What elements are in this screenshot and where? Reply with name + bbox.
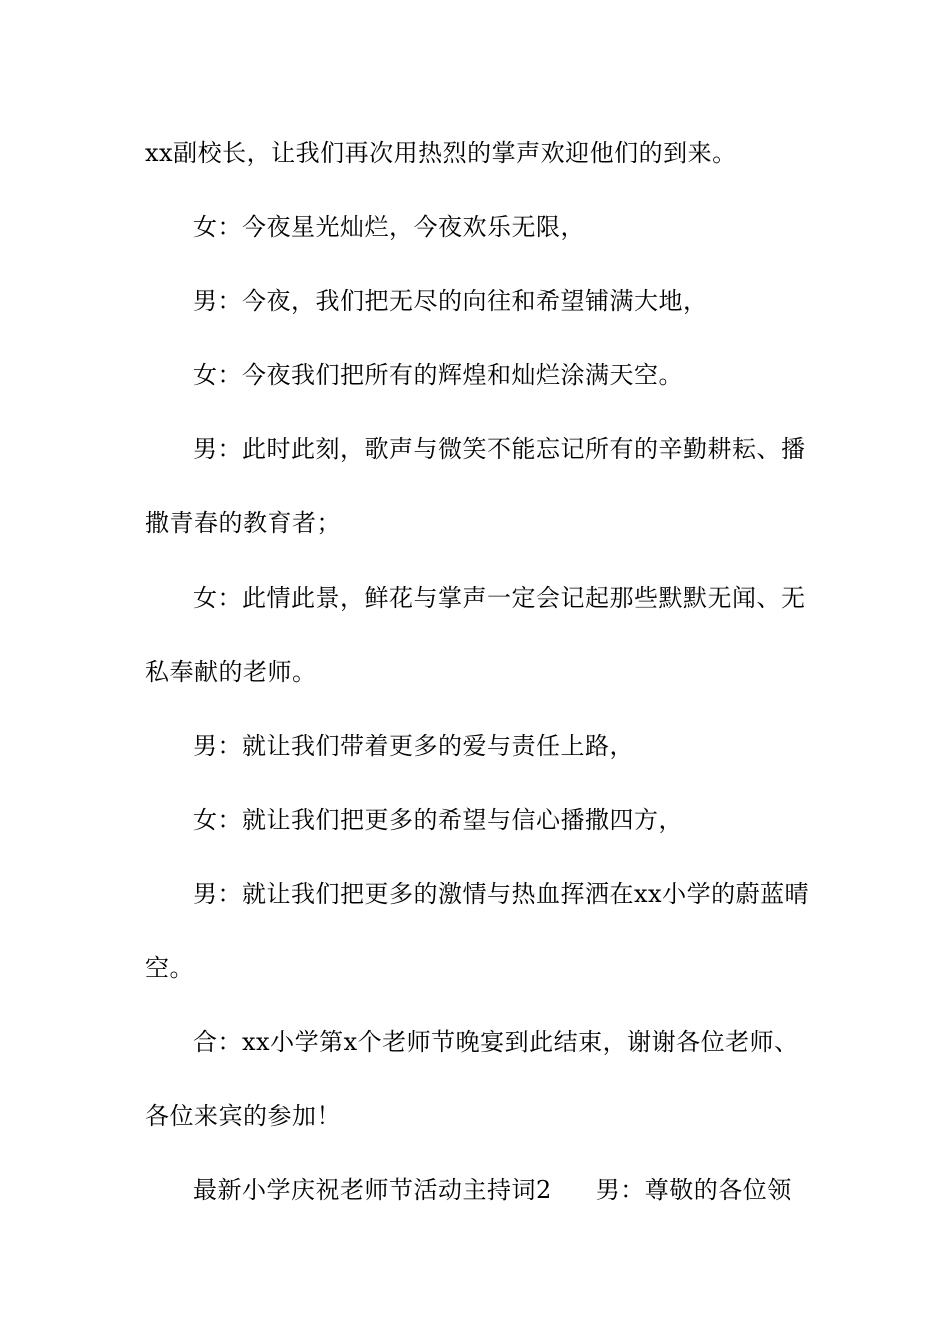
paragraph-line: 私奉献的老师。 xyxy=(145,658,317,686)
section-title: 最新小学庆祝老师节活动主持词2 xyxy=(193,1176,552,1204)
paragraph-line: 男：今夜，我们把无尽的向往和希望铺满大地， xyxy=(193,287,708,315)
paragraph-line: 女：就让我们把更多的希望与信心播撒四方， xyxy=(193,806,683,834)
paragraph-line: 男：此时此刻，歌声与微笑不能忘记所有的辛勤耕耘、播 xyxy=(193,435,806,463)
paragraph-line: 空。 xyxy=(145,954,194,982)
paragraph-continuation: 男：尊敬的各位领 xyxy=(595,1176,792,1204)
paragraph-line: 各位来宾的参加！ xyxy=(145,1102,341,1130)
paragraph-line: 女：今夜我们把所有的辉煌和灿烂涂满天空。 xyxy=(193,361,683,389)
paragraph-line: 男：就让我们把更多的激情与热血挥洒在xx小学的蔚蓝晴 xyxy=(193,880,810,908)
paragraph-line: 女：此情此景，鲜花与掌声一定会记起那些默默无闻、无 xyxy=(193,584,806,612)
paragraph-line: 女：今夜星光灿烂，今夜欢乐无限， xyxy=(193,213,585,241)
paragraph-line: xx副校长，让我们再次用热烈的掌声欢迎他们的到来。 xyxy=(145,139,737,167)
paragraph-line: 男：就让我们带着更多的爱与责任上路， xyxy=(193,732,634,760)
section-heading-line xyxy=(193,1175,873,1205)
paragraph-line: 撒青春的教育者； xyxy=(145,509,341,537)
paragraph-line: 合：xx小学第x个老师节晚宴到此结束，谢谢各位老师、 xyxy=(193,1028,799,1056)
